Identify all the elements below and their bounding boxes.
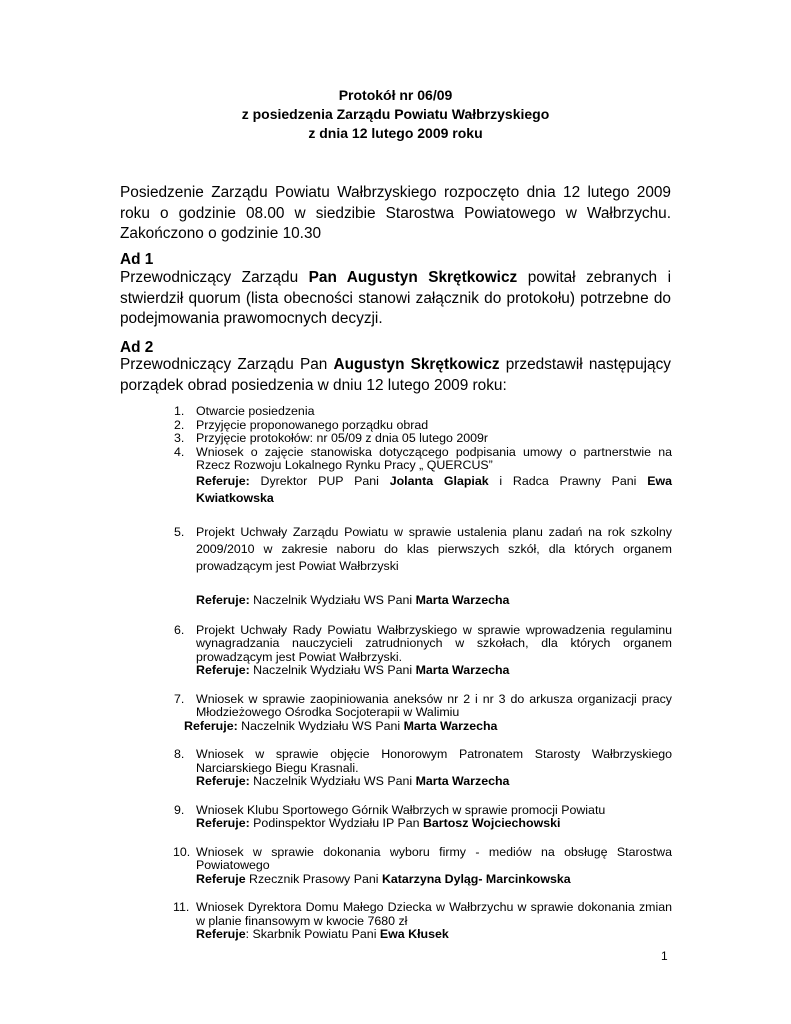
referee-label: Referuje: [196, 871, 246, 886]
item-text: Wniosek Klubu Sportowego Górnik Wałbrzych w sprawie promocji Powiatu: [196, 802, 606, 817]
referee-name: Marta Warzecha: [415, 774, 510, 788]
item-number: 10.: [173, 844, 191, 859]
item-number: 11.: [173, 900, 190, 914]
item-text: Wniosek w sprawie zaopiniowania aneksów nr 2 i nr 3 do arkusza organizacji pracy Młodzieżowego Ośrodka Socjoterapii w Walimiu: [196, 691, 672, 719]
referee-label: Referuje:: [196, 592, 250, 607]
referee-name: Marta Warzecha: [415, 592, 510, 607]
list-item: [174, 446, 672, 507]
page-number: 1: [661, 949, 668, 963]
item-text: Wniosek w sprawie objęcie Honorowym Patronatem Starosty Wałbrzyskiego Narciarskiego Biegu Krasnali.: [196, 747, 672, 775]
item-number: 8.: [174, 747, 185, 761]
item-number: 2.: [174, 417, 185, 432]
list-item: [174, 405, 672, 419]
list-item: [174, 748, 672, 789]
referee-label: Referuje:: [184, 718, 238, 733]
list-item: [174, 901, 672, 942]
referee-name: Katarzyna Dyląg- Marcinkowska: [381, 871, 571, 886]
item-referee: [196, 928, 672, 942]
referee-name: Marta Warzecha: [415, 663, 510, 677]
referee-role: Naczelnik Wydziału WS Pani: [249, 663, 416, 677]
referee-role: Dyrektor PUP Pani: [249, 473, 390, 488]
intro-paragraph: Posiedzenie Zarządu Powiatu Wałbrzyskiego rozpoczęto dnia 12 lutego 2009 roku o godzinie 08.00 w siedzibie Starostwa Powiatowego w Wałbrzychu. Zakończono o godzinie 10.30: [120, 184, 671, 242]
document-title: [0, 86, 791, 143]
referee-label: Referuje: [196, 927, 246, 941]
list-item: [174, 419, 672, 433]
ad1-paragraph: [120, 268, 671, 330]
item-text: Przyjęcie proponowanego porządku obrad: [196, 417, 429, 432]
ad2-bold: Augustyn Skrętkowicz: [333, 356, 500, 373]
ad2-paragraph: [120, 355, 671, 396]
list-item: [174, 693, 672, 734]
title-line-3: z dnia 12 lutego 2009 roku: [308, 125, 483, 141]
item-text: Otwarcie posiedzenia: [196, 404, 315, 418]
referee-name: Bartosz Wojciechowski: [422, 816, 561, 830]
referee-name: Marta Warzecha: [403, 718, 498, 733]
item-text: Przyjęcie protokołów: nr 05/09 z dnia 05 lutego 2009r: [196, 431, 489, 445]
item-referee: [196, 775, 672, 789]
item-number: 7.: [174, 691, 185, 706]
referee-label: Referuje:: [196, 774, 250, 788]
referee-role: Naczelnik Wydziału WS Pani: [249, 592, 416, 607]
item-text: Projekt Uchwały Rady Powiatu Wałbrzyskiego w sprawie wprowadzenia regulaminu wynagradzania nauczycieli zatrudnionych w szkołach, dla których organem prowadzącym jest Powiat Wałbrzyski.: [196, 622, 672, 664]
item-text: Wniosek w sprawie dokonania wyboru firmy - mediów na obsługę Starostwa Powiatowego: [196, 844, 672, 872]
referee-label: Referuje:: [196, 473, 250, 488]
list-item: [174, 804, 672, 831]
list-item: [174, 524, 672, 609]
list-item: [174, 624, 672, 678]
item-number: 4.: [174, 444, 185, 459]
item-text: Wniosek Dyrektora Domu Małego Dziecka w Wałbrzychu w sprawie dokonania zmian w planie finansowym w kwocie 7680 zł: [196, 900, 672, 928]
referee-label: Referuje:: [196, 663, 250, 677]
referee-name: Jolanta Glapiak: [389, 473, 489, 488]
ad2-heading: Ad 2: [120, 339, 154, 356]
title-line-1: Protokół nr 06/09: [338, 87, 453, 103]
ad1-post: powitał zebranych i stwierdził quorum (lista obecności stanowi załącznik do protokołu) potrzebne do podejmowania prawomocnych decyzji.: [120, 269, 671, 327]
item-referee: [184, 720, 672, 734]
ad1-heading: Ad 1: [120, 251, 154, 268]
agenda-list: [174, 405, 672, 942]
ad1-bold: Pan Augustyn Skrętkowicz: [308, 269, 518, 286]
item-number: 5.: [174, 524, 185, 539]
referee-role: Podinspektor Wydziału IP Pan: [249, 816, 423, 830]
item-referee: [196, 592, 672, 609]
referee-role: : Skarbnik Powiatu Pani: [245, 927, 380, 941]
item-referee: [196, 664, 672, 678]
ad1-pre: Przewodniczący Zarządu: [120, 269, 309, 286]
item-referee: [196, 817, 672, 831]
referee-role: Naczelnik Wydziału WS Pani: [249, 774, 416, 788]
referee-role-2: i Radca Prawny Pani: [488, 473, 648, 488]
referee-label: Referuje:: [196, 816, 250, 830]
item-text: Projekt Uchwały Zarządu Powiatu w sprawie ustalenia planu zadań na rok szkolny 2009/2010 w zakresie naboru do klas pierwszych szkół, dla których organem prowadzącym jest Powiat Wałbrzyski: [196, 524, 672, 573]
item-referee: [196, 873, 672, 887]
item-number: 1.: [174, 404, 185, 418]
ad2-post: przedstawił następujący porządek obrad posiedzenia w dniu 12 lutego 2009 roku:: [120, 356, 671, 394]
item-referee: [196, 473, 672, 507]
ad2-pre: Przewodniczący Zarządu Pan: [120, 356, 334, 373]
list-item: [174, 432, 672, 446]
title-line-2: z posiedzenia Zarządu Powiatu Wałbrzyskiego: [241, 106, 550, 122]
list-item: [174, 846, 672, 887]
referee-name-2: Ewa Kwiatkowska: [196, 473, 672, 505]
referee-role: Rzecznik Prasowy Pani: [245, 871, 382, 886]
item-number: 9.: [174, 802, 185, 817]
item-number: 6.: [174, 622, 185, 637]
referee-role: Naczelnik Wydziału WS Pani: [237, 718, 404, 733]
item-text: Wniosek o zajęcie stanowiska dotyczącego podpisania umowy o partnerstwie na Rzecz Rozwoju Lokalnego Rynku Pracy „ QUERCUS”: [196, 444, 672, 472]
referee-name: Ewa Kłusek: [379, 927, 449, 941]
item-number: 3.: [174, 431, 185, 445]
